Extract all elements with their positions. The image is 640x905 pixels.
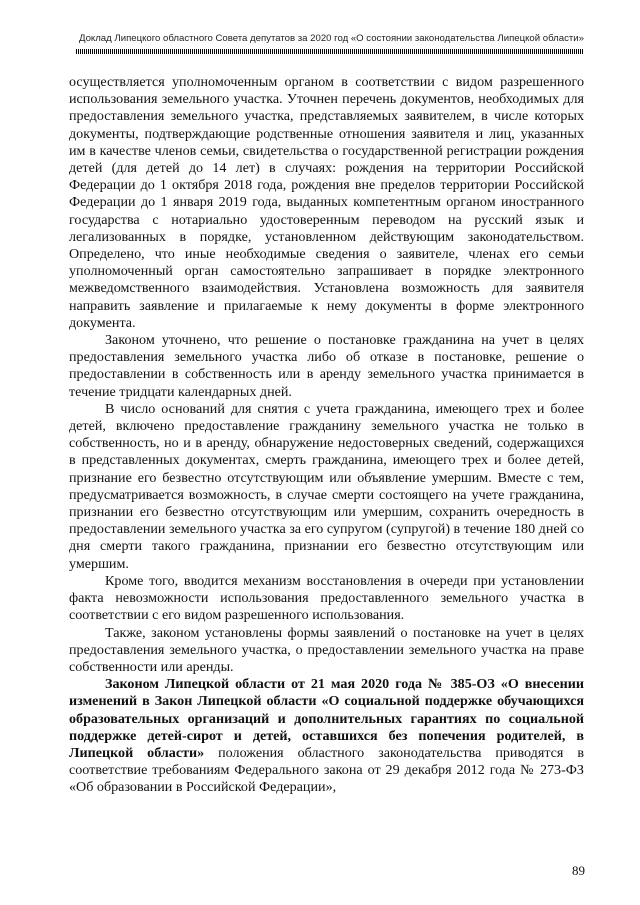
paragraph-5: Также, законом установлены формы заявлений о постановке на учет в целях предоставления земельного участка, о предоставлении земельного участка на праве собственности или аренды. — [69, 624, 584, 675]
paragraph-2: Законом уточнено, что решение о постановке гражданина на учет в целях предоставления земельного участка либо об отказе в постановке, решение о предоставлении в собственность или в аренду земельного участка принимается в течение тридцати календарных дней. — [69, 332, 584, 400]
law-title-bold: Законом Липецкой области от 21 мая 2020 года № 385-ОЗ «О внесении изменений в Закон Липецкой области «О социальной поддержке обучающихся образовательных организаций и дополнительных гарантиях по социальной поддержке детей-сирот и детей, оставшихся без попечения родителей, в Липецкой области» — [69, 676, 584, 761]
running-header: Доклад Липецкого областного Совета депутатов за 2020 год «О состоянии законодательства Липецкой области» — [78, 33, 584, 44]
page-number: 89 — [572, 863, 585, 878]
paragraph-4: Кроме того, вводится механизм восстановления в очереди при установлении факта невозможности использования предоставленного земельного участка в соответствии с его видом разрешенного использования. — [69, 572, 584, 624]
body-text — [69, 74, 584, 797]
paragraph-6-text: положения областного законодательства приводятся в соответствие требованиям Федерального закона от 29 декабря 2012 года № 273-ФЗ «Об образовании в Российской Федерации», — [69, 744, 584, 796]
paragraph-1: осуществляется уполномоченным органом в соответствии с видом разрешенного использования земельного участка. Уточнен перечень документов, необходимых для предоставления земельного участка, представляемых заявителем, в числе которых документы, подтверждающие родственные отношения заявителя и лиц, указанных им в качестве членов семьи, свидетельства о государственной регистрации рождения детей (для детей до 14 лет) в случаях: рождения на территории Российской Федерации до 1 октября 2018 года, рождения вне пределов территории Российской Федерации до 1 января 2019 года, выданных компетентным органом иностранного государства с нотариально удостоверенным переводом на русский язык и легализованных в порядке, установленном действующим законодательством. Определено, что иные необходимые сведения о заявителе, членах его семьи уполномоченный орган самостоятельно запрашивает в порядке электронного межведомственного взаимодействия. Установлена возможность для заявителя направить заявление и прилагаемые к нему документы в форме электронного документа. — [69, 74, 584, 331]
paragraph-6 — [69, 676, 584, 796]
header-divider — [76, 49, 584, 54]
paragraph-3: В число оснований для снятия с учета гражданина, имеющего трех и более детей, включено предоставление гражданину земельного участка не только в собственность, но и в аренду, обнаружение недостоверных сведений, содержащихся в представленных документах, смерть гражданина, имеющего трех и более детей, признание его безвестно отсутствующим или объявление умершим. Вместе с тем, предусматривается возможность, в случае смерти состоящего на учете гражданина, признании его безвестно отсутствующим или умершим, сохранить очередность в предоставлении земельного участка за его супругом (супругой) в течение 180 дней со дня смерти такого гражданина, признании его безвестно отсутствующим или умершим. — [69, 400, 585, 572]
